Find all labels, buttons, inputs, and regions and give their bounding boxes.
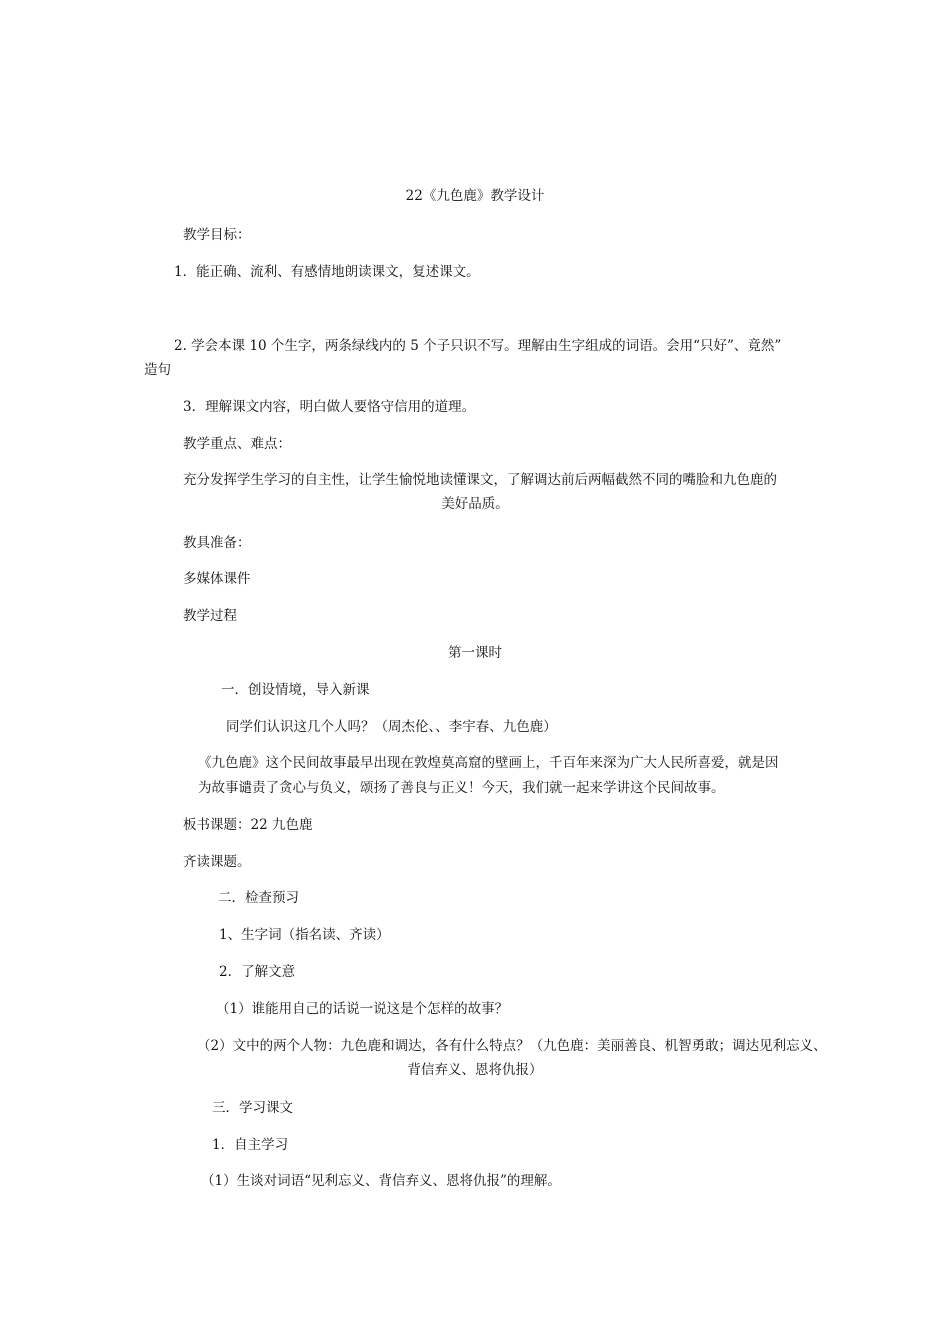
step-1-intro-line-2: 为故事谴责了贪心与负义，颂扬了善良与正义！今天，我们就一起来学讲这个民间故事。	[198, 780, 725, 796]
step-3-question-1: （1）生谈对词语“见利忘义、背信弃义、恩将仇报”的理解。	[201, 1173, 561, 1189]
step-2-question-2-line-2: 背信弃义、恩将仇报）	[407, 1062, 543, 1078]
step-3-heading: 三．学习课文	[212, 1100, 293, 1116]
goal-2-line-1: 2. 学会本课 10 个生字，两条绿线内的 5 个子只识不写。理解由生字组成的词语。会用“只好”、竟然”	[174, 338, 782, 354]
goal-1: 1．能正确、流利、有感情地朗读课文，复述课文。	[174, 264, 480, 280]
step-2-question-2-line-1: （2）文中的两个人物：九色鹿和调达，各有什么特点？（九色鹿：美丽善良、机智勇敢；调达见利忘义、	[197, 1038, 827, 1054]
process-heading: 教学过程	[183, 608, 237, 624]
step-2-heading: 二．检查预习	[218, 890, 299, 906]
board-title: 板书课题：22 九色鹿	[183, 817, 313, 833]
goal-2-line-2: 造句	[144, 362, 171, 378]
tools-content: 多媒体课件	[183, 571, 251, 587]
step-2-question-1: （1）谁能用自己的话说一说这是个怎样的故事？	[216, 1001, 509, 1017]
step-1-question: 同学们认识这几个人吗？（周杰伦、、李宇春、九色鹿）	[226, 719, 557, 735]
tools-heading: 教具准备：	[183, 535, 251, 551]
document-title: 22《九色鹿》教学设计	[405, 188, 545, 204]
key-points-line-1: 充分发挥学生学习的自主性，让学生愉悦地读懂课文，了解调达前后两幅截然不同的嘴脸和九色鹿的	[183, 472, 777, 488]
step-2-item-2: 2．了解文意	[219, 964, 296, 980]
key-points-line-2: 美好品质。	[441, 496, 509, 512]
key-points-heading: 教学重点、难点：	[183, 436, 291, 452]
step-2-item-1: 1、生字词（指名读、齐读）	[219, 927, 390, 943]
step-1-intro-line-1: 《九色鹿》这个民间故事最早出现在敦煌莫高窟的壁画上，千百年来深为广大人民所喜爱，就是因	[198, 755, 779, 771]
goals-heading: 教学目标：	[183, 227, 251, 243]
goal-3: 3．理解课文内容，明白做人要恪守信用的道理。	[183, 399, 476, 415]
read-title: 齐读课题。	[183, 854, 251, 870]
step-3-item-1: 1．自主学习	[212, 1137, 289, 1153]
step-1-heading: 一．创设情境，导入新课	[221, 682, 370, 698]
lesson-title: 第一课时	[448, 645, 502, 661]
